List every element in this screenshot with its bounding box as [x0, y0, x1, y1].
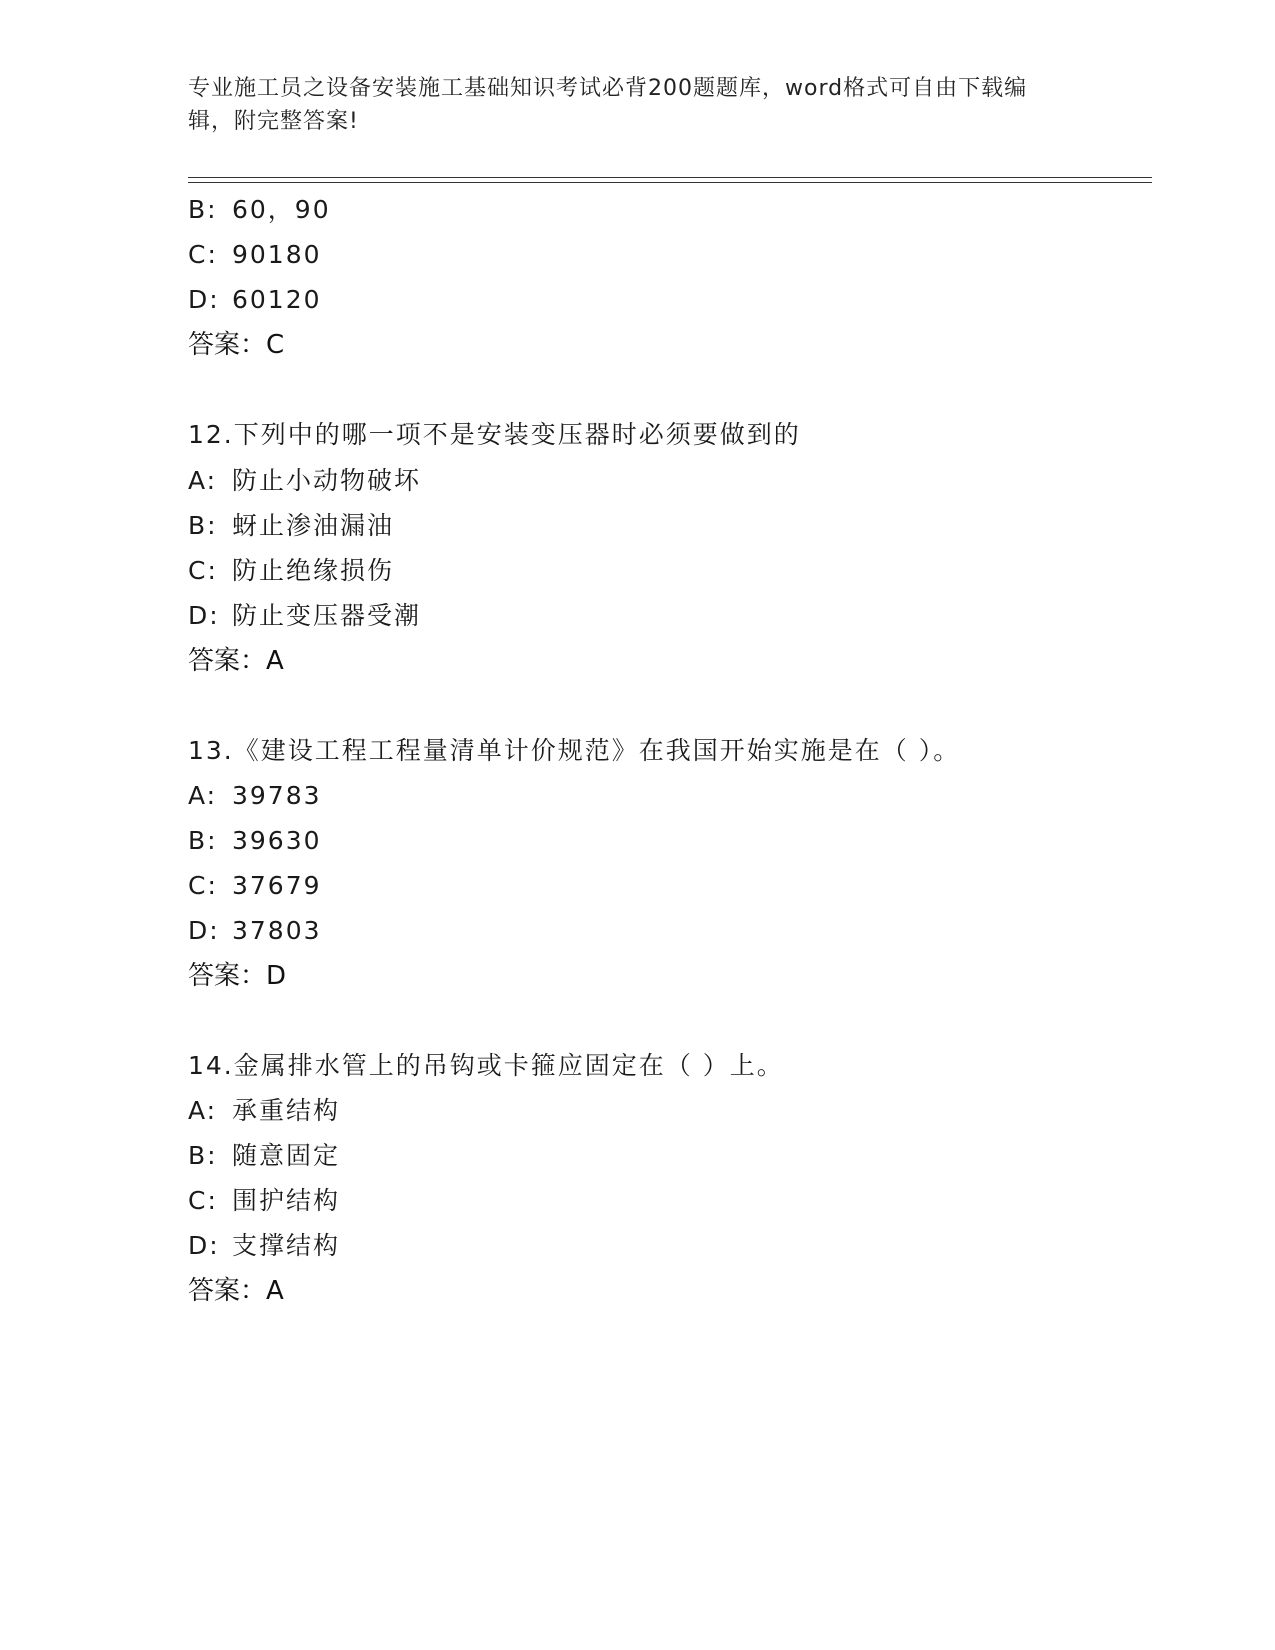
option-text: 防止绝缘损伤 [232, 556, 395, 585]
question-14-answer: 答案：A [188, 1276, 284, 1306]
option-text: 蚜止渗油漏油 [232, 511, 395, 540]
option-label: C: [188, 1186, 218, 1215]
question-13-answer: 答案：D [188, 961, 287, 991]
option-label: D: [188, 916, 220, 945]
question-13-option-d [188, 916, 322, 946]
option-c-prev [188, 240, 322, 270]
document-title: 专业施工员之设备安装施工基础知识考试必背200题题库，word格式可自由下载编辑，附完整答案! [188, 76, 1028, 134]
option-text: 60，90 [232, 195, 331, 224]
header-divider-top [188, 177, 1152, 178]
option-label: C: [188, 871, 218, 900]
question-13-stem: 13.《建设工程工程量清单计价规范》在我国开始实施是在（ ）。 [188, 736, 961, 765]
option-text: 60120 [232, 285, 322, 314]
option-label: D: [188, 285, 220, 314]
option-text: 支撑结构 [232, 1231, 341, 1260]
question-12-option-d [188, 601, 421, 631]
question-12-option-b [188, 511, 394, 541]
option-label: B: [188, 826, 218, 855]
option-label: C: [188, 556, 218, 585]
question-13-option-a [188, 781, 322, 811]
question-13-option-b [188, 826, 322, 856]
option-text: 37679 [232, 871, 322, 900]
option-text: 39630 [232, 826, 322, 855]
question-14-option-a [188, 1096, 340, 1126]
question-14-option-d [188, 1231, 340, 1261]
option-label: D: [188, 1231, 220, 1260]
option-label: A: [188, 781, 218, 810]
option-text: 90180 [232, 240, 322, 269]
option-label: B: [188, 511, 218, 540]
option-label: A: [188, 1096, 218, 1125]
option-text: 防止小动物破坏 [232, 466, 422, 495]
option-d-prev [188, 285, 322, 315]
option-text: 围护结构 [232, 1186, 341, 1215]
option-text: 防止变压器受潮 [232, 601, 422, 630]
question-14-option-c [188, 1186, 340, 1216]
option-label: D: [188, 601, 220, 630]
option-text: 随意固定 [232, 1141, 341, 1170]
question-12-stem: 12.下列中的哪一项不是安装变压器时必须要做到的 [188, 420, 801, 449]
option-text: 承重结构 [232, 1096, 341, 1125]
answer-prev: 答案：C [188, 330, 285, 360]
question-12-answer: 答案：A [188, 646, 284, 676]
question-13-option-c [188, 871, 322, 901]
question-14-option-b [188, 1141, 340, 1171]
header-divider-bottom [188, 182, 1152, 183]
option-label: A: [188, 466, 218, 495]
option-b-prev [188, 195, 331, 225]
question-14-stem: 14.金属排水管上的吊钩或卡箍应固定在（ ）上。 [188, 1051, 784, 1080]
option-text: 37803 [232, 916, 322, 945]
question-12-option-c [188, 556, 394, 586]
question-12-option-a [188, 466, 421, 496]
option-text: 39783 [232, 781, 322, 810]
option-label: B: [188, 195, 218, 224]
option-label: B: [188, 1141, 218, 1170]
option-label: C: [188, 240, 218, 269]
